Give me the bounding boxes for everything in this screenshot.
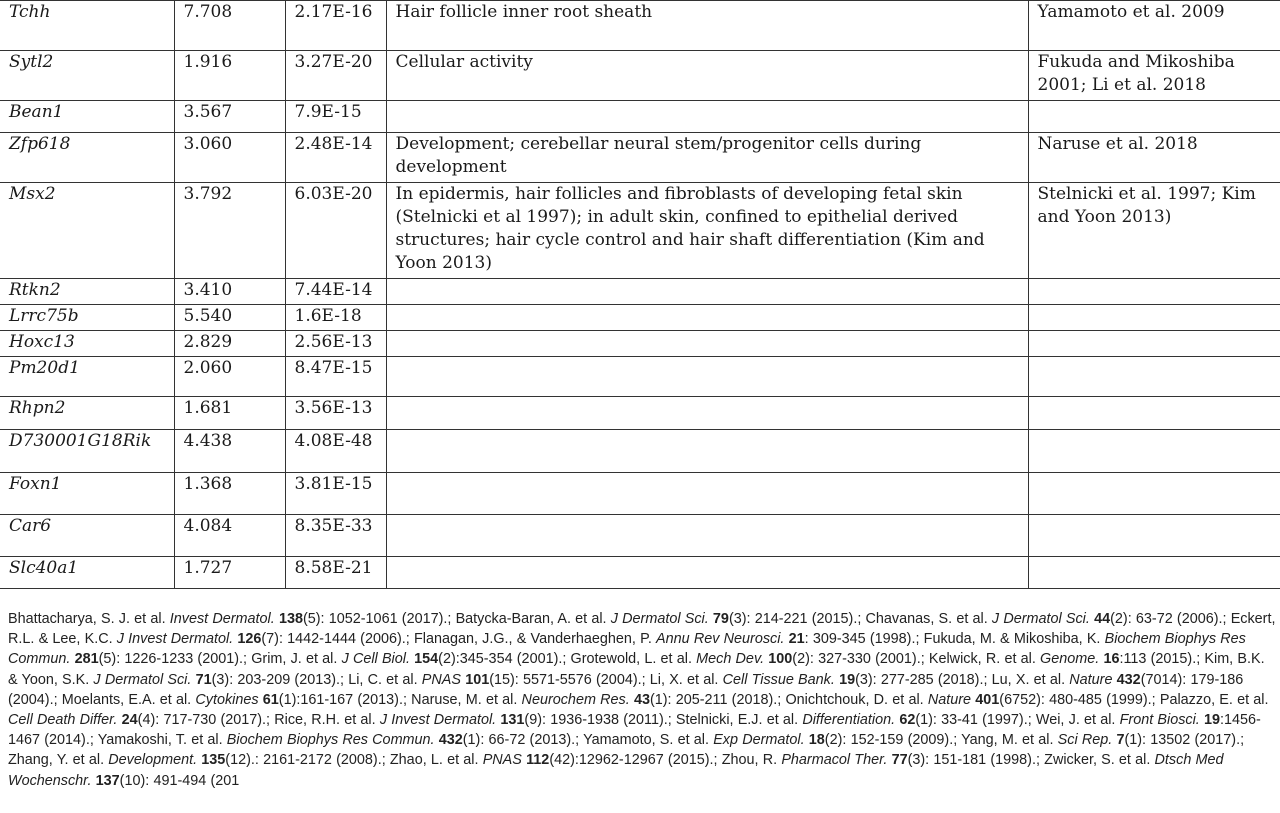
volume-number: 77 bbox=[891, 752, 908, 769]
reference-text: (9): 1936-1938 (2011).; Stelnicki, E.J. et al. bbox=[524, 712, 803, 729]
table-row bbox=[0, 430, 1280, 473]
p-value-cell: 3.56E-13 bbox=[285, 397, 386, 430]
p-value-cell: 3.81E-15 bbox=[285, 473, 386, 515]
journal-name: Cell Tissue Bank. bbox=[722, 671, 835, 688]
volume-number: 281 bbox=[74, 651, 99, 668]
volume-number: 44 bbox=[1094, 611, 1111, 627]
reference-text: (1):161-167 (2013).; bbox=[278, 691, 412, 708]
gene-cell: Tchh bbox=[0, 1, 174, 51]
journal-name: Nature bbox=[1069, 671, 1113, 688]
journal-name: Biochem Biophys Res Commun. bbox=[8, 631, 1246, 668]
journal-name: J Dermatol Sci. bbox=[610, 611, 709, 627]
gene-table-body bbox=[0, 1, 1280, 589]
reference-text: (15): 5571-5576 bbox=[489, 671, 597, 688]
volume-number: 112 bbox=[526, 752, 550, 769]
journal-name: J Invest Dermatol. bbox=[116, 631, 234, 648]
reference-text: (3): 203-209 (2013).; Li, C. et al. bbox=[211, 671, 422, 688]
volume-number: 19 bbox=[839, 671, 856, 688]
journal-name: Biochem Biophys Res Commun. bbox=[226, 732, 435, 749]
fold-change-cell: 1.727 bbox=[174, 557, 285, 589]
reference-text: (1): 66-72 (2013).; Yamamoto, S. et al. bbox=[462, 732, 714, 749]
references-paragraph bbox=[0, 609, 1278, 791]
journal-name: Front Biosci. bbox=[1119, 712, 1200, 729]
function-cell bbox=[386, 357, 1028, 397]
table-row bbox=[0, 515, 1280, 557]
volume-number: 100 bbox=[768, 651, 793, 668]
volume-number: 24 bbox=[121, 712, 138, 729]
journal-name: Mech Dev. bbox=[696, 651, 765, 668]
function-cell: Cellular activity bbox=[386, 51, 1028, 101]
volume-number: 43 bbox=[633, 691, 650, 708]
function-cell bbox=[386, 305, 1028, 331]
p-value-cell: 2.56E-13 bbox=[285, 331, 386, 357]
journal-name: Differentiation. bbox=[802, 712, 896, 729]
reference-text: (2014).; Yamakoshi, T. et al. bbox=[44, 732, 227, 749]
volume-number: 401 bbox=[975, 691, 1000, 708]
reference-text: (5): 1226-1233 (2001).; Grim, J. et al. bbox=[98, 651, 342, 668]
journal-name: Exp Dermatol. bbox=[713, 732, 805, 749]
reference-text: (1): 205-211 (2018).; Onichtchouk, D. et al. bbox=[649, 691, 928, 708]
fold-change-cell: 7.708 bbox=[174, 1, 285, 51]
reference-text: (7): 1442-1444 (2006).; Flanagan, J.G., & Vanderhaeghen, P. bbox=[261, 631, 657, 648]
journal-name: Invest Dermatol. bbox=[169, 611, 275, 627]
reference-cell bbox=[1028, 279, 1280, 305]
function-cell bbox=[386, 430, 1028, 473]
p-value-cell: 1.6E-18 bbox=[285, 305, 386, 331]
table-row bbox=[0, 397, 1280, 430]
reference-text: (5): 1052-1061 (2017).; Batycka-Baran, A. et al. bbox=[302, 611, 611, 627]
reference-text: (2): 327-330 (2001).; Kelwick, R. et al. bbox=[792, 651, 1041, 668]
fold-change-cell: 2.060 bbox=[174, 357, 285, 397]
reference-text: (1): bbox=[1124, 732, 1151, 749]
journal-name: Neurochem Res. bbox=[521, 691, 630, 708]
fold-change-cell: 3.792 bbox=[174, 183, 285, 279]
reference-text: (7014): 179-186 (2004).; Moelants, E.A. et al. bbox=[8, 671, 1244, 708]
table-row bbox=[0, 331, 1280, 357]
fold-change-cell: 4.438 bbox=[174, 430, 285, 473]
reference-text: (12).: 2161-2172 (2008).; Zhao, L. et al. bbox=[225, 752, 483, 769]
reference-cell bbox=[1028, 557, 1280, 589]
volume-number: 131 bbox=[500, 712, 525, 729]
p-value-cell: 7.44E-14 bbox=[285, 279, 386, 305]
fold-change-cell: 3.410 bbox=[174, 279, 285, 305]
function-cell bbox=[386, 331, 1028, 357]
table-row bbox=[0, 305, 1280, 331]
journal-name: Dtsch Med Wochenschr. bbox=[8, 752, 1224, 789]
reference-cell: Naruse et al. 2018 bbox=[1028, 133, 1280, 183]
function-cell: Hair follicle inner root sheath bbox=[386, 1, 1028, 51]
volume-number: 101 bbox=[465, 671, 490, 688]
gene-cell: Slc40a1 bbox=[0, 557, 174, 589]
journal-name: PNAS bbox=[421, 671, 461, 688]
table-row bbox=[0, 101, 1280, 133]
gene-cell: Msx2 bbox=[0, 183, 174, 279]
reference-text: (3): 277-285 (2018).; Lu, X. et al. bbox=[855, 671, 1070, 688]
reference-cell: Stelnicki et al. 1997; Kim and Yoon 2013) bbox=[1028, 183, 1280, 279]
reference-cell: Fukuda and Mikoshiba 2001; Li et al. 2018 bbox=[1028, 51, 1280, 101]
function-cell bbox=[386, 397, 1028, 430]
table-row bbox=[0, 557, 1280, 589]
journal-name: J Dermatol Sci. bbox=[991, 611, 1090, 627]
reference-text: (6752): 480-485 (1999).; Palazzo, E. et al. bbox=[999, 691, 1269, 708]
reference-text: (2004).; Li, X. et al. bbox=[596, 671, 723, 688]
journal-name: Annu Rev Neurosci. bbox=[656, 631, 785, 648]
gene-cell: Lrrc75b bbox=[0, 305, 174, 331]
function-cell: Development; cerebellar neural stem/progenitor cells during development bbox=[386, 133, 1028, 183]
reference-text: : 309-345 (1998).; bbox=[804, 631, 924, 648]
reference-cell bbox=[1028, 357, 1280, 397]
volume-number: 432 bbox=[1116, 671, 1141, 688]
p-value-cell: 8.35E-33 bbox=[285, 515, 386, 557]
p-value-cell: 7.9E-15 bbox=[285, 101, 386, 133]
fold-change-cell: 1.368 bbox=[174, 473, 285, 515]
reference-text: (42):12962-12967 (2015).; Zhou, R. bbox=[549, 752, 782, 769]
reference-text: (2):345-354 (2001).; Grotewold, L. et al. bbox=[438, 651, 697, 668]
reference-text: 13502 (2017).; Zhang, Y. et al. bbox=[8, 732, 1245, 769]
reference-text: (2017).; Rice, R.H. et al. bbox=[220, 712, 380, 729]
journal-name: Genome. bbox=[1040, 651, 1100, 668]
function-cell bbox=[386, 557, 1028, 589]
reference-text: (3): 151-181 bbox=[907, 752, 991, 769]
fold-change-cell: 3.060 bbox=[174, 133, 285, 183]
reference-cell bbox=[1028, 397, 1280, 430]
p-value-cell: 3.27E-20 bbox=[285, 51, 386, 101]
reference-text: Naruse, M. et al. bbox=[411, 691, 522, 708]
p-value-cell: 2.48E-14 bbox=[285, 133, 386, 183]
p-value-cell: 2.17E-16 bbox=[285, 1, 386, 51]
p-value-cell: 6.03E-20 bbox=[285, 183, 386, 279]
journal-name: Cytokines bbox=[195, 691, 259, 708]
journal-name: J Invest Dermatol. bbox=[379, 712, 497, 729]
volume-number: 138 bbox=[278, 611, 303, 627]
volume-number: 432 bbox=[438, 732, 463, 749]
reference-text: (4): 717-730 bbox=[137, 712, 221, 729]
gene-cell: Car6 bbox=[0, 515, 174, 557]
journal-name: Cell Death Differ. bbox=[8, 712, 118, 729]
table-row bbox=[0, 51, 1280, 101]
function-cell bbox=[386, 101, 1028, 133]
volume-number: 62 bbox=[899, 712, 916, 729]
fold-change-cell: 3.567 bbox=[174, 101, 285, 133]
gene-cell: Sytl2 bbox=[0, 51, 174, 101]
journal-name: Nature bbox=[927, 691, 972, 708]
table-row bbox=[0, 279, 1280, 305]
reference-text: (1998).; Zwicker, S. et al. bbox=[990, 752, 1155, 769]
table-row bbox=[0, 357, 1280, 397]
reference-text: :1456-1467 bbox=[8, 712, 1261, 749]
reference-text: :113 (2015).; Kim, B.K. & Yoon, S.K. bbox=[8, 651, 1265, 688]
journal-name: Sci Rep. bbox=[1057, 732, 1113, 749]
reference-text: Fukuda, M. & Mikoshiba, K. bbox=[923, 631, 1105, 648]
gene-cell: Zfp618 bbox=[0, 133, 174, 183]
reference-text: (3): 214-221 (2015).; Chavanas, S. et al. bbox=[728, 611, 992, 627]
p-value-cell: 4.08E-48 bbox=[285, 430, 386, 473]
p-value-cell: 8.58E-21 bbox=[285, 557, 386, 589]
table-row bbox=[0, 183, 1280, 279]
table-row bbox=[0, 1, 1280, 51]
reference-cell: Yamamoto et al. 2009 bbox=[1028, 1, 1280, 51]
fold-change-cell: 1.681 bbox=[174, 397, 285, 430]
volume-number: 18 bbox=[808, 732, 825, 749]
volume-number: 137 bbox=[95, 772, 120, 789]
fold-change-cell: 5.540 bbox=[174, 305, 285, 331]
fold-change-cell: 2.829 bbox=[174, 331, 285, 357]
journal-name: PNAS bbox=[482, 752, 522, 769]
function-cell bbox=[386, 279, 1028, 305]
p-value-cell: 8.47E-15 bbox=[285, 357, 386, 397]
journal-name: Pharmacol Ther. bbox=[781, 752, 888, 769]
function-cell bbox=[386, 515, 1028, 557]
reference-cell bbox=[1028, 473, 1280, 515]
volume-number: 19 bbox=[1204, 712, 1221, 729]
gene-cell: Rhpn2 bbox=[0, 397, 174, 430]
reference-cell bbox=[1028, 101, 1280, 133]
gene-cell: Rtkn2 bbox=[0, 279, 174, 305]
volume-number: 154 bbox=[414, 651, 439, 668]
reference-cell bbox=[1028, 515, 1280, 557]
reference-cell bbox=[1028, 305, 1280, 331]
volume-number: 16 bbox=[1103, 651, 1120, 668]
table-row bbox=[0, 133, 1280, 183]
volume-number: 71 bbox=[195, 671, 212, 688]
table-row bbox=[0, 473, 1280, 515]
reference-cell bbox=[1028, 331, 1280, 357]
gene-cell: Hoxc13 bbox=[0, 331, 174, 357]
gene-cell: Foxn1 bbox=[0, 473, 174, 515]
volume-number: 7 bbox=[1116, 732, 1125, 749]
reference-text: (1): 33-41 (1997).; Wei, J. et al. bbox=[915, 712, 1120, 729]
reference-text: Bhattacharya, S. J. et al. bbox=[8, 611, 170, 627]
volume-number: 126 bbox=[237, 631, 262, 648]
fold-change-cell: 1.916 bbox=[174, 51, 285, 101]
volume-number: 135 bbox=[201, 752, 226, 769]
journal-name: Development. bbox=[108, 752, 198, 769]
gene-cell: Bean1 bbox=[0, 101, 174, 133]
reference-text: (10): 491-494 (201 bbox=[119, 772, 240, 789]
reference-cell bbox=[1028, 430, 1280, 473]
journal-name: J Dermatol Sci. bbox=[93, 671, 192, 688]
reference-text: (2): 152-159 (2009).; Yang, M. et al. bbox=[824, 732, 1058, 749]
function-cell bbox=[386, 473, 1028, 515]
journal-name: J Cell Biol. bbox=[341, 651, 410, 668]
volume-number: 21 bbox=[788, 631, 805, 648]
gene-cell: Pm20d1 bbox=[0, 357, 174, 397]
gene-cell: D730001G18Rik bbox=[0, 430, 174, 473]
reference-text: (2): 63-72 (2006).; Eckert, R.L. & Lee, K.C. bbox=[8, 611, 1276, 648]
volume-number: 79 bbox=[712, 611, 729, 627]
volume-number: 61 bbox=[262, 691, 279, 708]
function-cell: In epidermis, hair follicles and fibroblasts of developing fetal skin (Stelnicki et al 1997); in adult skin, confined to epithelial derived structures; hair cycle control and hair shaft differentiation (Kim and Yoon 2013) bbox=[386, 183, 1028, 279]
fold-change-cell: 4.084 bbox=[174, 515, 285, 557]
